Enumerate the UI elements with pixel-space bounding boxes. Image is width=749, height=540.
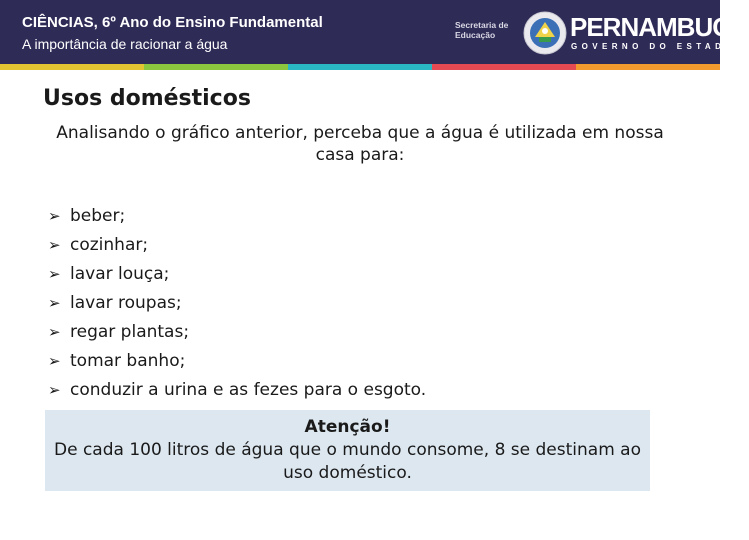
stripe-segment: [432, 64, 576, 70]
list-item-text: conduzir a urina e as fezes para o esgoto.: [70, 380, 427, 400]
stripe-segment: [576, 64, 720, 70]
color-stripe: [0, 64, 720, 70]
lesson-subtitle: A importância de racionar a água: [22, 36, 228, 52]
arrow-bullet-icon: ➢: [48, 236, 61, 254]
arrow-bullet-icon: ➢: [48, 323, 61, 341]
stripe-segment: [144, 64, 288, 70]
attention-callout: [45, 410, 650, 491]
intro-paragraph: Analisando o gráfico anterior, perceba que a água é utilizada em nossa casa para:: [56, 123, 664, 165]
list-item: [48, 347, 426, 376]
list-item: [48, 376, 426, 405]
arrow-bullet-icon: ➢: [48, 352, 61, 370]
arrow-bullet-icon: ➢: [48, 381, 61, 399]
arrow-bullet-icon: ➢: [48, 265, 61, 283]
state-government-tagline: GOVERNO DO ESTADO: [571, 42, 736, 51]
list-item: [48, 202, 426, 231]
callout-heading: Atenção!: [304, 417, 391, 437]
arrow-bullet-icon: ➢: [48, 294, 61, 312]
domestic-uses-list: [48, 202, 426, 405]
header-bar: [0, 0, 749, 64]
section-title: Usos domésticos: [43, 86, 251, 111]
callout-text: De cada 100 litros de água que o mundo consome, 8 se destinam ao uso doméstico.: [54, 440, 641, 483]
list-item: [48, 260, 426, 289]
list-item: [48, 318, 426, 347]
course-title: CIÊNCIAS, 6º Ano do Ensino Fundamental: [22, 14, 323, 31]
stripe-segment: [0, 64, 144, 70]
secretaria-logo-text: Secretaria de Educação: [455, 20, 509, 40]
list-item: [48, 289, 426, 318]
list-item-text: tomar banho;: [70, 351, 186, 371]
arrow-bullet-icon: ➢: [48, 207, 61, 225]
list-item-text: cozinhar;: [70, 235, 149, 255]
list-item-text: beber;: [70, 206, 126, 226]
state-name-logo: PERNAMBUCO: [570, 12, 749, 42]
state-seal-icon: [522, 10, 568, 56]
list-item-text: lavar louça;: [70, 264, 170, 284]
list-item: [48, 231, 426, 260]
stripe-segment: [288, 64, 432, 70]
list-item-text: regar plantas;: [70, 322, 190, 342]
list-item-text: lavar roupas;: [70, 293, 182, 313]
